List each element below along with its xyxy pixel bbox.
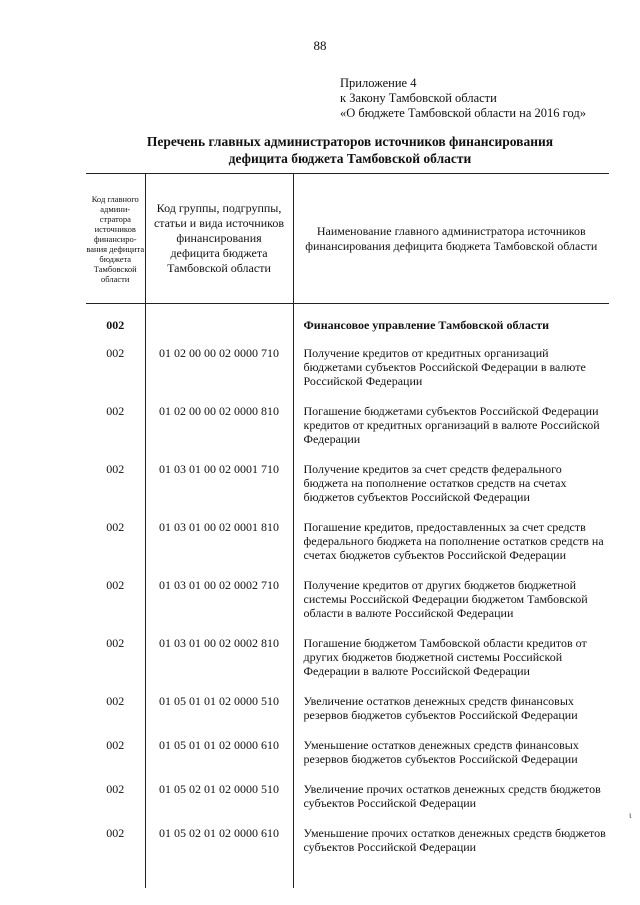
- source-name-cell: Уменьшение прочих остатков денежных средств бюджетов субъектов Российской Федерации: [293, 820, 609, 888]
- source-name-cell: Получение кредитов за счет средств федерального бюджета на пополнение остатков средств на счетах бюджетов субъектов Российской Федерации: [293, 456, 609, 514]
- table-row: [86, 456, 609, 514]
- admin-code-cell: 002: [106, 694, 125, 708]
- appendix-line-2: к Закону Тамбовской области: [340, 91, 497, 105]
- table-row: [86, 688, 609, 732]
- administrators-table: [86, 173, 609, 888]
- admin-code-cell: 002: [106, 520, 125, 534]
- source-name-cell: Увеличение прочих остатков денежных средств бюджетов субъектов Российской Федерации: [293, 776, 609, 820]
- source-code-cell: 01 03 01 00 02 0002 810: [145, 630, 293, 688]
- appendix-line-3: «О бюджете Тамбовской области на 2016 год»: [340, 106, 586, 120]
- group-name: Финансовое управление Тамбовской области: [293, 314, 609, 340]
- source-name-cell: Погашение кредитов, предоставленных за счет средств федерального бюджета на пополнение остатков средств на счетах бюджетов субъектов Российской Федерации: [293, 514, 609, 572]
- admin-code-cell: 002: [106, 404, 125, 418]
- source-name-cell: Погашение бюджетом Тамбовской области кредитов от других бюджетов бюджетной системы Российской Федерации в валюте Российской Федерации: [293, 630, 609, 688]
- source-code-cell: 01 03 01 00 02 0001 710: [145, 456, 293, 514]
- header-source-code: Код группы, подгруппы, статьи и вида источников финансирования дефицита бюджета Тамбовской области: [145, 174, 293, 304]
- header-admin-code: Код главного админи-стратора источников финансиро-вания дефицита бюджета Тамбовской области: [86, 174, 145, 304]
- admin-code-cell: 002: [106, 782, 125, 796]
- table-row: [86, 776, 609, 820]
- table-row: [86, 398, 609, 456]
- table-row: [86, 630, 609, 688]
- source-name-cell: Получение кредитов от кредитных организаций бюджетами субъектов Российской Федерации в валюте Российской Федерации: [293, 340, 609, 398]
- source-name-cell: Увеличение остатков денежных средств финансовых резервов бюджетов субъектов Российской Федерации: [293, 688, 609, 732]
- table-row: [86, 340, 609, 398]
- source-code-cell: 01 02 00 00 02 0000 710: [145, 340, 293, 398]
- source-code-cell: 01 05 01 01 02 0000 510: [145, 688, 293, 732]
- source-name-cell: Уменьшение остатков денежных средств финансовых резервов бюджетов субъектов Российской Федерации: [293, 732, 609, 776]
- table-header-row: [86, 174, 609, 304]
- table-row: [86, 572, 609, 630]
- source-code-cell: 01 02 00 00 02 0000 810: [145, 398, 293, 456]
- admin-code-cell: 002: [106, 738, 125, 752]
- source-code-cell: 01 05 01 01 02 0000 610: [145, 732, 293, 776]
- source-name-cell: Погашение бюджетами субъектов Российской Федерации кредитов от кредитных организаций в валюте Российской Федерации: [293, 398, 609, 456]
- source-code-cell: 01 03 01 00 02 0002 710: [145, 572, 293, 630]
- admin-code-cell: 002: [106, 826, 125, 840]
- document-title: [100, 133, 600, 167]
- group-row: [86, 314, 609, 340]
- admin-code-cell: 002: [106, 346, 125, 360]
- group-source-code: [145, 314, 293, 340]
- appendix-line-1: Приложение 4: [340, 76, 417, 90]
- source-code-cell: 01 05 02 01 02 0000 510: [145, 776, 293, 820]
- table-body: [86, 304, 609, 889]
- header-admin-name: Наименование главного администратора источников финансирования дефицита бюджета Тамбовской области: [293, 174, 609, 304]
- source-code-cell: 01 03 01 00 02 0001 810: [145, 514, 293, 572]
- group-code: 002: [106, 318, 125, 332]
- source-code-cell: 01 05 02 01 02 0000 610: [145, 820, 293, 888]
- margin-mark: ι: [629, 810, 632, 820]
- spacer-row: [86, 304, 609, 315]
- table-row: [86, 514, 609, 572]
- admin-code-cell: 002: [106, 636, 125, 650]
- admin-code-cell: 002: [106, 462, 125, 476]
- admin-code-cell: 002: [106, 578, 125, 592]
- document-title-line-1: Перечень главных администраторов источников финансирования: [146, 134, 554, 149]
- appendix-note: [340, 76, 586, 121]
- page-number: 88: [313, 38, 327, 53]
- table-row: [86, 732, 609, 776]
- document-title-line-2: дефицита бюджета Тамбовской области: [228, 151, 472, 166]
- source-name-cell: Получение кредитов от других бюджетов бюджетной системы Российской Федерации бюджетом Тамбовской области в валюте Российской Федерации: [293, 572, 609, 630]
- table-row: [86, 820, 609, 888]
